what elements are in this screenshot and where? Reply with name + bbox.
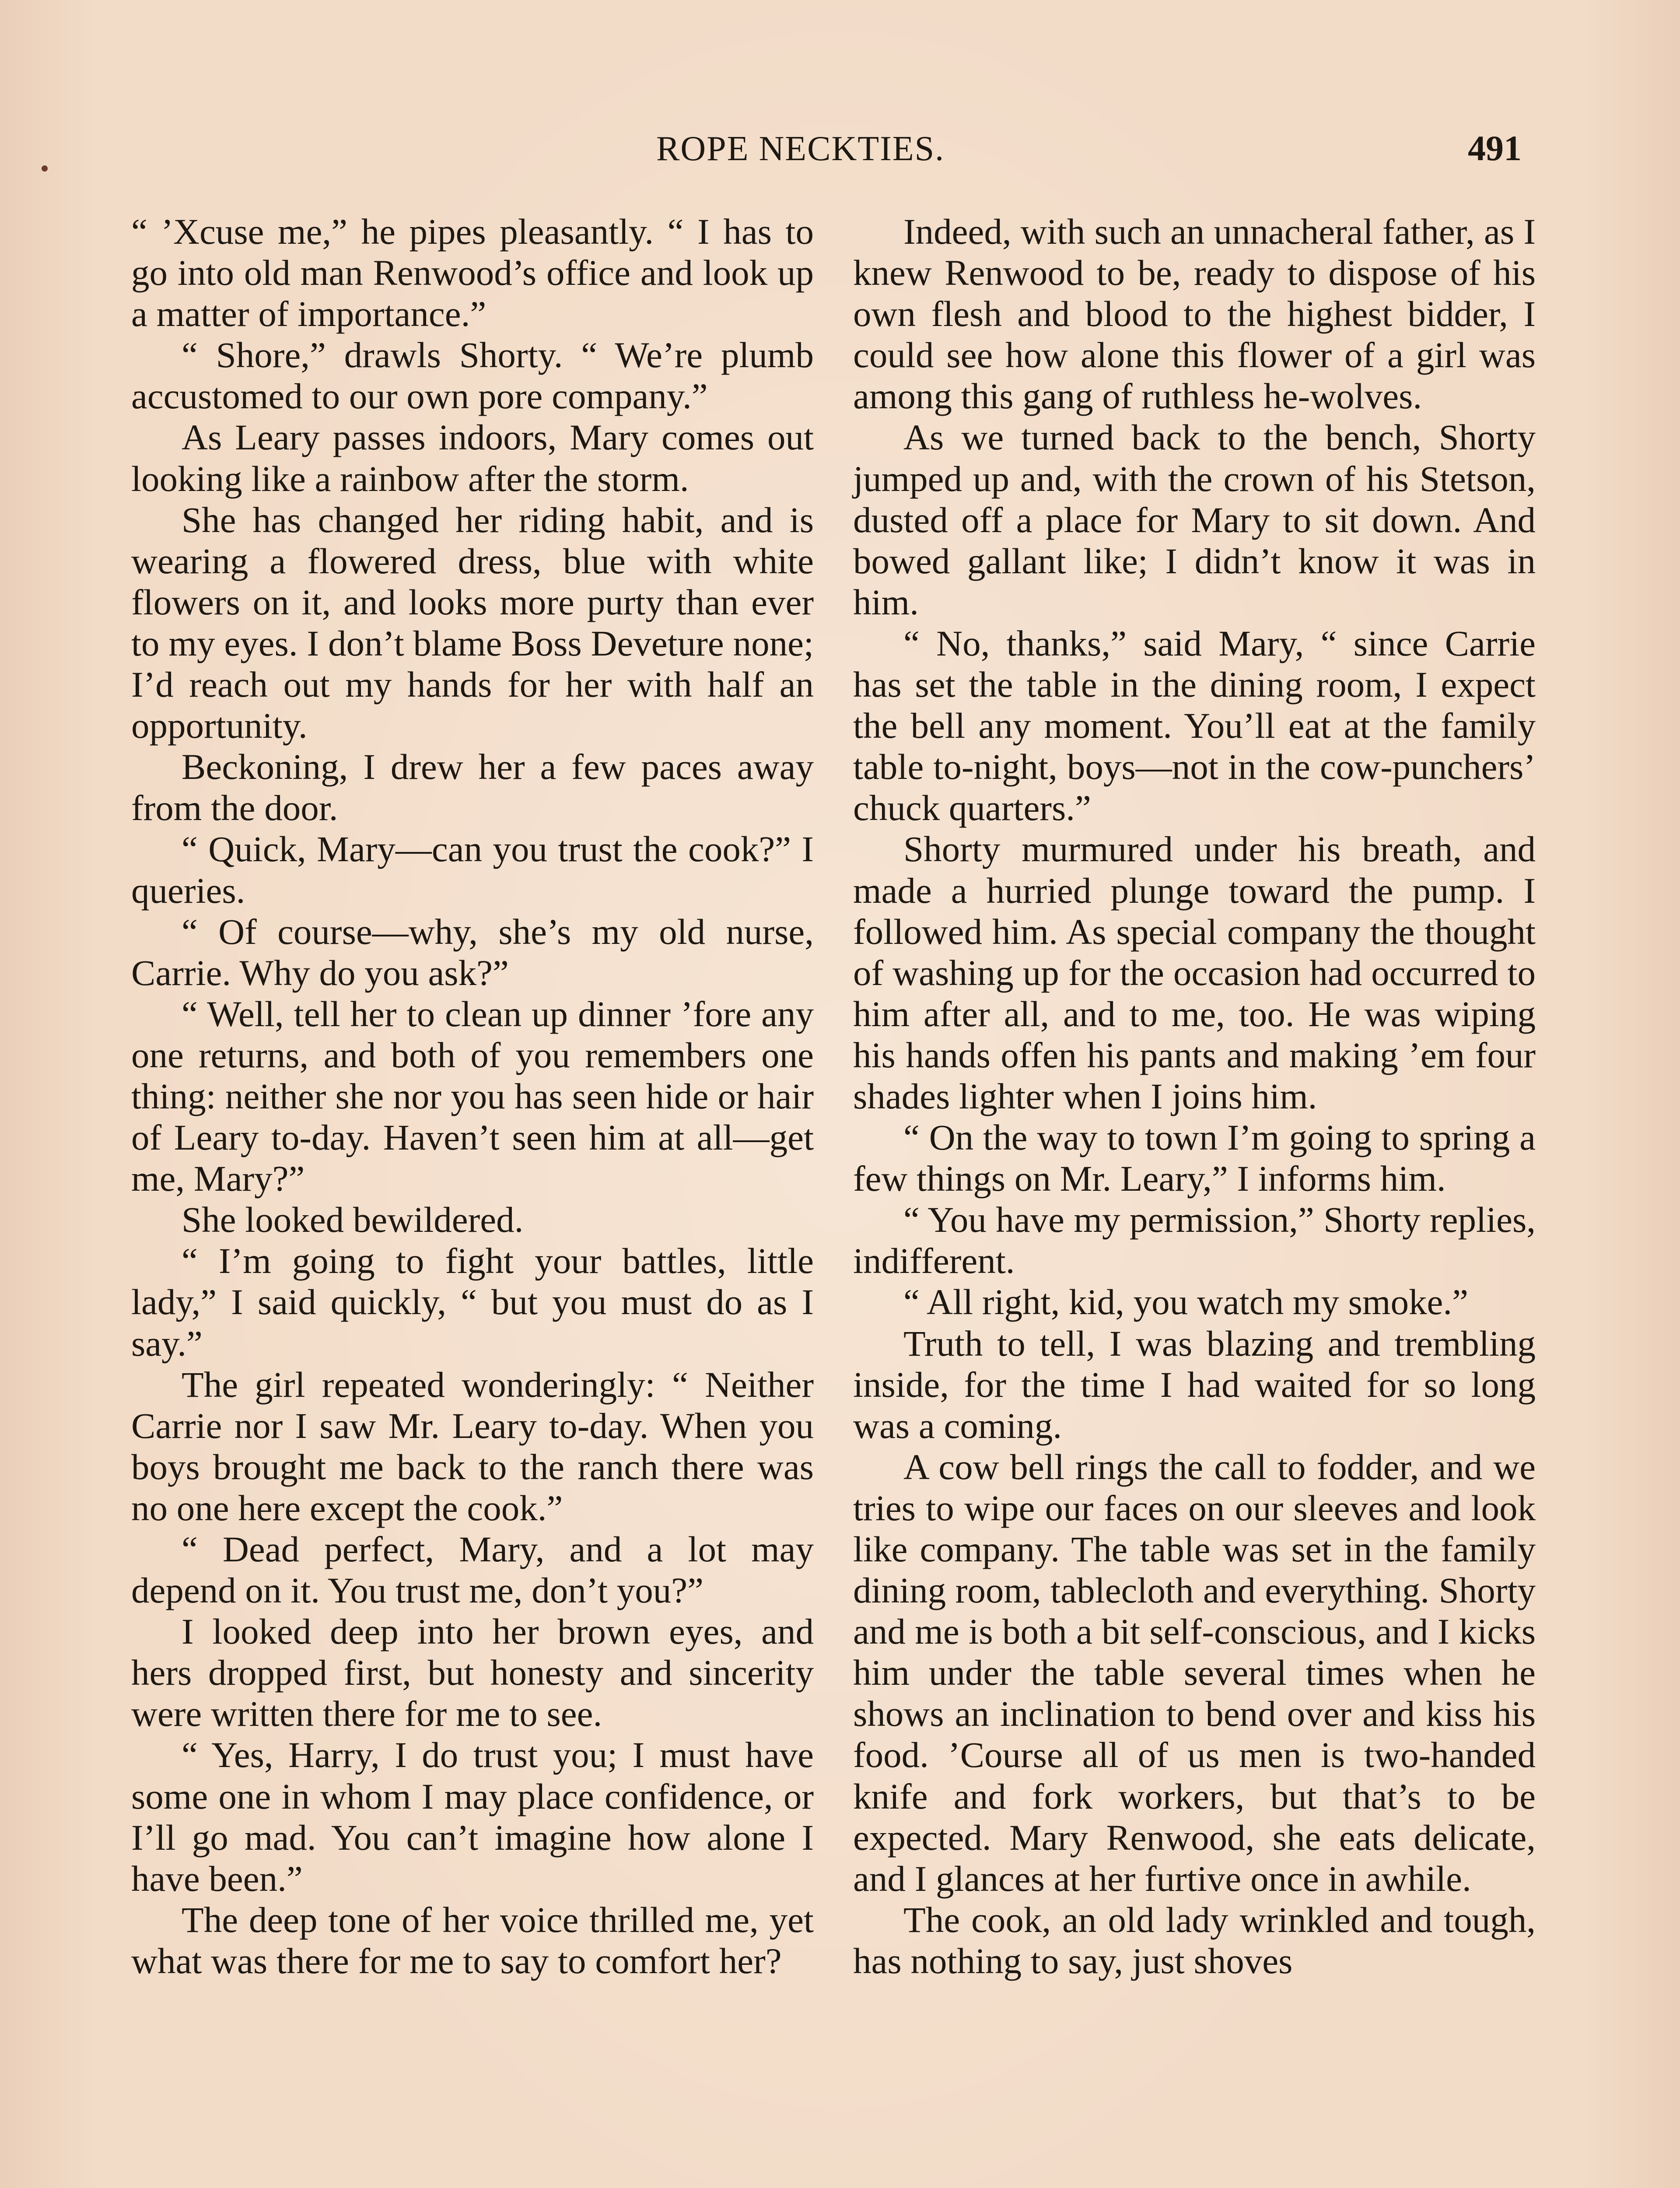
paragraph: As we turned back to the bench, Shorty jumped up and, with the crown of his Stetson, dusted off a place for Mary to sit down. And bowed gallant like; I didn’t know it was in him. xyxy=(853,417,1536,622)
paragraph: Beckoning, I drew her a few paces away from the door. xyxy=(131,747,814,828)
paragraph: Truth to tell, I was blazing and trembling inside, for the time I had waited for so long was a coming. xyxy=(853,1323,1536,1446)
paragraph: “ Dead perfect, Mary, and a lot may depend on it. You trust me, don’t you?” xyxy=(131,1529,814,1611)
left-column xyxy=(131,211,814,1981)
paragraph: Indeed, with such an unnacheral father, as I knew Renwood to be, ready to dispose of his own flesh and blood to the highest bidder, I could see how alone this flower of a girl was among this gang of ruthless he-wolves. xyxy=(853,211,1536,417)
page-number: 491 xyxy=(1468,128,1522,168)
paragraph: “ All right, kid, you watch my smoke.” xyxy=(903,1282,1468,1322)
paragraph: She looked bewildered. xyxy=(182,1199,524,1240)
paragraph: The cook, an old lady wrinkled and tough, has nothing to say, just shoves xyxy=(853,1899,1536,1981)
right-column xyxy=(853,211,1536,1981)
paragraph: “ No, thanks,” said Mary, “ since Carrie has set the table in the dining room, I expect the bell any moment. You’ll eat at the family table to-night, boys—not in the cow-punchers’ chuck quarters.” xyxy=(853,623,1536,828)
paragraph: “ ’Xcuse me,” he pipes pleasantly. “ I has to go into old man Renwood’s office and look up a matter of importance.” xyxy=(131,211,814,334)
running-title: ROPE NECKTIES. xyxy=(656,130,945,168)
paragraph: The girl repeated wonderingly: “ Neither Carrie nor I saw Mr. Leary to-day. When you boys brought me back to the ranch there was no one here except the cook.” xyxy=(131,1364,814,1528)
paragraph: She has changed her riding habit, and is wearing a flowered dress, blue with white flowers on it, and looks more purty than ever to my eyes. I don’t blame Boss Deveture none; I’d reach out my hands for her with half an opportunity. xyxy=(131,499,814,746)
paragraph: “ Well, tell her to clean up dinner ’fore any one returns, and both of you remembers one thing: neither she nor you has seen hide or hair of Leary to-day. Haven’t seen him at all—get me, Mary?” xyxy=(131,993,814,1199)
paragraph: “ Quick, Mary—can you trust the cook?” I queries. xyxy=(131,829,814,911)
paragraph: A cow bell rings the call to fodder, and we tries to wipe our faces on our sleeves and look like company. The table was set in the family dining room, tablecloth and everything. Shorty and me is both a bit self-conscious, and I kicks him under the table several times when he shows an inclination to bend over and kiss his food. ’Course all of us men is two-handed knife and fork workers, but that’s to be expected. Mary Renwood, she eats delicate, and I glances at her furtive once in awhile. xyxy=(853,1446,1536,1899)
paragraph: “ Yes, Harry, I do trust you; I must have some one in whom I may place confidence, or I’ll go mad. You can’t imagine how alone I have been.” xyxy=(131,1735,814,1899)
paragraph: “ I’m going to fight your battles, little lady,” I said quickly, “ but you must do as I say.” xyxy=(131,1241,814,1364)
paragraph: I looked deep into her brown eyes, and hers dropped first, but honesty and sincerity were written there for me to see. xyxy=(131,1611,814,1734)
paragraph: The deep tone of her voice thrilled me, yet what was there for me to say to comfort her? xyxy=(131,1899,814,1981)
ink-spot xyxy=(42,165,48,172)
paragraph: “ Shore,” drawls Shorty. “ We’re plumb accustomed to our own pore company.” xyxy=(131,335,814,417)
paragraph: “ On the way to town I’m going to spring a few things on Mr. Leary,” I informs him. xyxy=(853,1117,1536,1199)
paragraph: Shorty murmured under his breath, and made a hurried plunge toward the pump. I followed him. As special company the thought of washing up for the occasion had occurred to him after all, and to me, too. He was wiping his hands offen his pants and making ’em four shades lighter when I joins him. xyxy=(853,829,1536,1116)
paragraph: “ Of course—why, she’s my old nurse, Carrie. Why do you ask?” xyxy=(131,911,814,993)
paragraph: As Leary passes indoors, Mary comes out looking like a rainbow after the storm. xyxy=(131,417,814,499)
paragraph: “ You have my permission,” Shorty replies, indifferent. xyxy=(853,1199,1536,1281)
